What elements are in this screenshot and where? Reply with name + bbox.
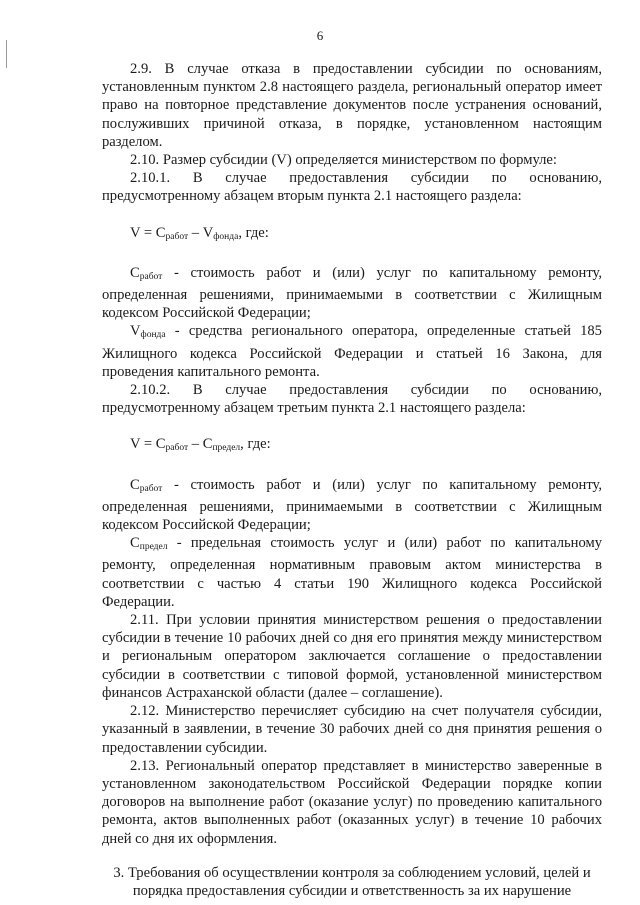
paragraph-2-11: 2.11. При условии принятия министерством решения о предоставлении субсидии в течение 10 рабочих дней со дня его принятия между министерством и региональным оператором заключается соглашение о предоставлении субсидии в соответствии с типовой формой, установленной министерством финансов Астраханской области (далее – соглашение). bbox=[102, 612, 602, 701]
symbol-c: C bbox=[130, 476, 140, 493]
definition-text: предельная стоимость услуг и (или) работ по капитальному ремонту, определенная нормативным правовым актом министерства в соответствии с частью 4 статьи 190 Жилищного кодекса Российской Федерации. bbox=[102, 535, 602, 610]
symbol-sub-rabot: работ bbox=[139, 483, 163, 494]
definition-c-predel bbox=[102, 534, 602, 611]
definition-v-fonda bbox=[102, 322, 602, 381]
definition-dash: - bbox=[165, 323, 189, 340]
section-3-heading: 3. Требования об осуществлении контроля за соблюдением условий, целей и порядка предоставления субсидии и ответственность за их нарушение bbox=[113, 864, 591, 899]
definition-c-rabot-2 bbox=[102, 476, 602, 535]
symbol-c: C bbox=[130, 535, 140, 552]
formula-1-tail: , где: bbox=[238, 224, 269, 241]
paragraph-2-13: 2.13. Региональный оператор представляет в министерство заверенные в установленном законодательством Российской Федерации порядке копии договоров на выполнение работ (оказание услуг) по проведению капитального ремонта, актов выполненных работ (оказанных услуг) в течение 10 рабочих дней со дня их оформления. bbox=[102, 757, 602, 847]
symbol-sub-rabot: работ bbox=[139, 271, 163, 282]
formula-2-tail: , где: bbox=[240, 436, 271, 453]
paragraph-2-10: 2.10. Размер субсидии (V) определяется министерством по формуле: bbox=[130, 152, 557, 169]
paragraph-2-9: 2.9. В случае отказа в предоставлении субсидии по основаниям, установленным пунктом 2.8 настоящего раздела, региональный оператор имеет право на повторное представление документов после устранения оснований, послуживших причиной отказа, в порядке, установленном настоящим разделом. bbox=[102, 61, 602, 150]
definition-text: стоимость работ и (или) услуг по капитальному ремонту, определенная решениями, принимаемыми в соответствии с Жилищным кодексом Российской Федерации; bbox=[102, 476, 602, 534]
formula-1-lhs: V = C bbox=[130, 224, 166, 241]
formula-2-minus: – C bbox=[188, 436, 213, 453]
scan-edge-mark bbox=[6, 40, 7, 68]
definition-text: стоимость работ и (или) услуг по капитальному ремонту, определенная решениями, принимаемыми в соответствии с Жилищным кодексом Российской Федерации; bbox=[102, 264, 602, 322]
formula-1 bbox=[102, 224, 602, 246]
formula-2-sub-predel: предел bbox=[212, 443, 241, 454]
formula-1-sub-fonda: фонда bbox=[213, 231, 239, 242]
definition-text: средства регионального оператора, определенные статьей 185 Жилищного кодекса Российской Федерации и статьей 16 Закона, для проведения капитального ремонта. bbox=[102, 323, 602, 380]
paragraph-2-10-2: 2.10.2. В случае предоставления субсидии по основанию, предусмотренному абзацем третьим пункта 2.1 настоящего раздела: bbox=[102, 382, 602, 417]
definition-dash: - bbox=[162, 476, 191, 493]
formula-1-minus: – V bbox=[188, 224, 214, 241]
definition-dash: - bbox=[162, 264, 191, 281]
formula-2-lhs: V = C bbox=[130, 436, 166, 453]
formula-2 bbox=[102, 435, 602, 457]
document-body bbox=[102, 60, 602, 900]
definition-dash: - bbox=[167, 535, 191, 552]
paragraph-2-10-1: 2.10.1. В случае предоставления субсидии по основанию, предусмотренному абзацем вторым пункта 2.1 настоящего раздела: bbox=[102, 170, 602, 205]
page-number: 6 bbox=[316, 28, 324, 43]
definition-c-rabot-1 bbox=[102, 264, 602, 323]
formula-2-sub-rabot: работ bbox=[165, 443, 189, 454]
symbol-v: V bbox=[130, 323, 141, 340]
paragraph-2-12: 2.12. Министерство перечисляет субсидию на счет получателя субсидии, указанный в заявлении, в течение 30 рабочих дней со дня принятия решения о предоставлении субсидии. bbox=[102, 703, 602, 756]
symbol-sub-predel: предел bbox=[139, 542, 168, 553]
symbol-sub-fonda: фонда bbox=[140, 330, 166, 341]
formula-1-sub-rabot: работ bbox=[165, 231, 189, 242]
symbol-c: C bbox=[130, 264, 140, 281]
